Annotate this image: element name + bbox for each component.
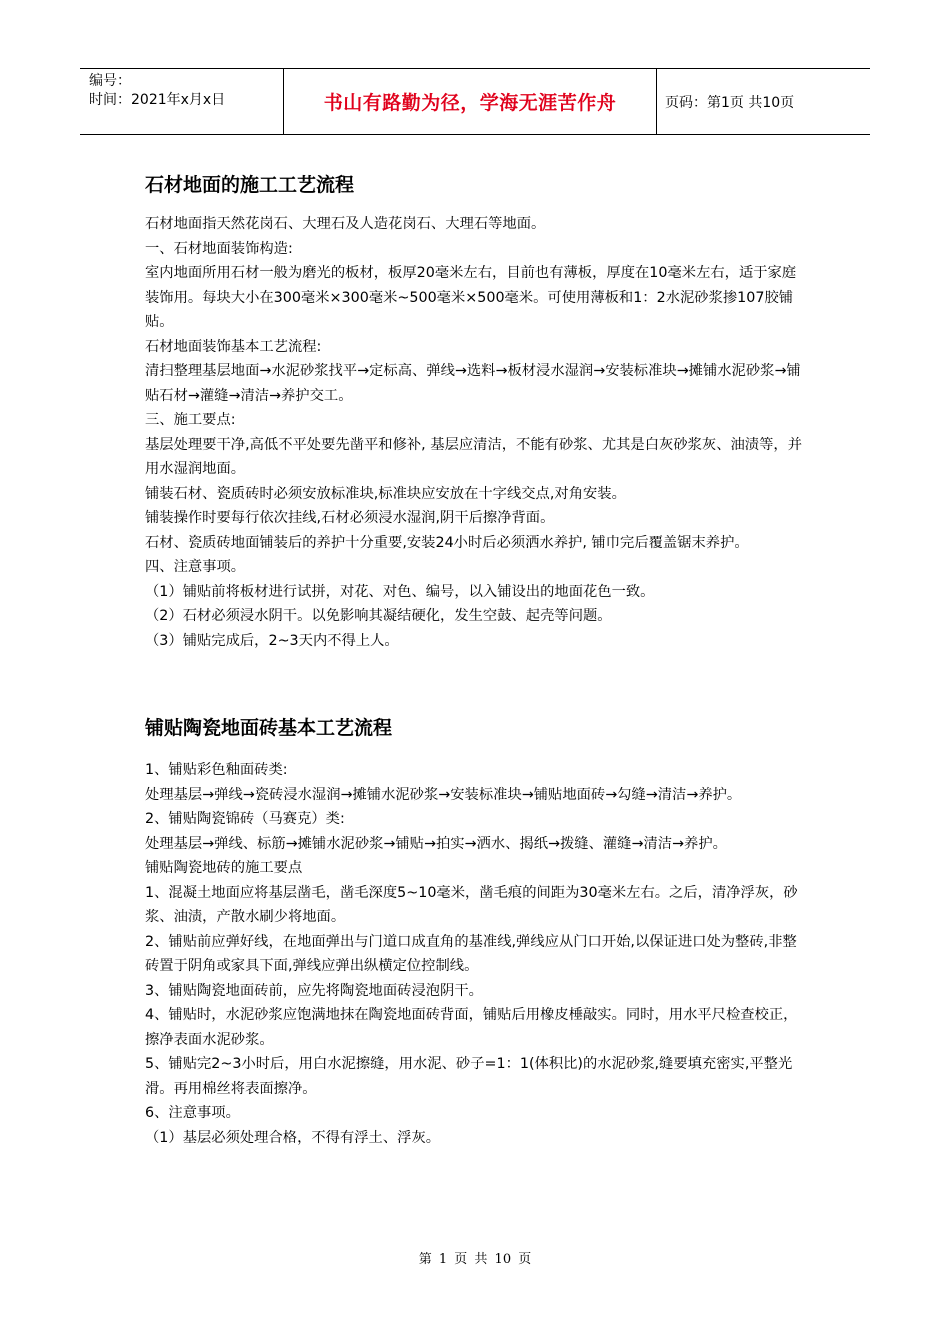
document-body bbox=[145, 170, 810, 1150]
paragraph: 清扫整理基层地面→水泥砂浆找平→定标高、弹线→选料→板材浸水湿润→安装标准块→摊铺水泥砂浆→铺贴石材→灌缝→清洁→养护交工。 bbox=[145, 363, 801, 404]
document-time-label: 时间：2021年x月x日 bbox=[89, 92, 226, 108]
paragraph: 3、铺贴陶瓷地面砖前，应先将陶瓷地面砖浸泡阴干。 bbox=[145, 982, 483, 999]
paragraph: 1、混凝土地面应将基层凿毛，凿毛深度5~10毫米，凿毛痕的间距为30毫米左右。之后，清净浮灰，砂浆、油渍，产散水刷少将地面。 bbox=[145, 884, 798, 925]
paragraph: 2、铺贴陶瓷锦砖（马赛克）类: bbox=[145, 811, 345, 827]
paragraph: 室内地面所用石材一般为磨光的板材，板厚20毫米左右，目前也有薄板，厚度在10毫米左右，适于家庭装饰用。每块大小在300毫米×300毫米~500毫米×500毫米。可使用薄板和1：2水泥砂浆掺107胶铺贴。 bbox=[145, 265, 797, 330]
paragraph: 四、注意事项。 bbox=[145, 559, 246, 575]
paragraph: （1）铺贴前将板材进行试拼，对花、对色、编号，以入铺设出的地面花色一致。 bbox=[145, 583, 655, 600]
paragraph: 铺贴陶瓷地砖的施工要点 bbox=[145, 860, 303, 876]
header-left-cell bbox=[80, 69, 283, 134]
paragraph: （2）石材必须浸水阴干。以免影响其凝结硬化，发生空鼓、起壳等问题。 bbox=[145, 608, 612, 624]
section-title-ceramic-tile: 铺贴陶瓷地面砖基本工艺流程 bbox=[145, 717, 393, 739]
header-motto: 书山有路勤为径，学海无涯苦作舟 bbox=[283, 69, 657, 134]
paragraph: 基层处理要干净,高低不平处要先凿平和修补, 基层应清洁，不能有砂浆、尤其是白灰砂浆灰、油渍等，并用水湿润地面。 bbox=[145, 436, 802, 477]
header-page-info: 页码：第1页 共10页 bbox=[665, 94, 795, 111]
paragraph: 处理基层→弹线→瓷砖浸水湿润→摊铺水泥砂浆→安装标准块→铺贴地面砖→勾缝→清洁→养护。 bbox=[145, 786, 742, 803]
paragraph: 三、施工要点: bbox=[145, 412, 236, 428]
paragraph: 5、铺贴完2~3小时后，用白水泥擦缝，用水泥、砂子=1：1(体积比)的水泥砂浆,缝要填充密实,平整光滑。再用棉丝将表面擦净。 bbox=[145, 1056, 793, 1097]
page-header bbox=[80, 68, 870, 135]
paragraph: 石材、瓷质砖地面铺装后的养护十分重要,安装24小时后必须洒水养护, 铺巾完后覆盖锯末养护。 bbox=[145, 534, 749, 551]
paragraph: 一、石材地面装饰构造: bbox=[145, 240, 293, 257]
paragraph: 铺装石材、瓷质砖时必须安放标准块,标准块应安放在十字线交点,对角安装。 bbox=[145, 485, 626, 502]
page-footer: 第 1 页 共 10 页 bbox=[418, 1252, 532, 1267]
paragraph: 石材地面指天然花岗石、大理石及人造花岗石、大理石等地面。 bbox=[145, 216, 546, 232]
section-title-stone-floor: 石材地面的施工工艺流程 bbox=[145, 174, 355, 196]
paragraph: 6、注意事项。 bbox=[145, 1105, 240, 1121]
paragraph: 2、铺贴前应弹好线，在地面弹出与门道口成直角的基准线,弹线应从门口开始,以保证进口处为整砖,非整砖置于阴角或家具下面,弹线应弹出纵横定位控制线。 bbox=[145, 933, 797, 974]
paragraph: 石材地面装饰基本工艺流程: bbox=[145, 338, 322, 355]
paragraph: 铺装操作时要每行依次挂线,石材必须浸水湿润,阴干后擦净背面。 bbox=[145, 510, 555, 526]
paragraph: （3）铺贴完成后，2~3天内不得上人。 bbox=[145, 632, 399, 649]
paragraph: 1、铺贴彩色釉面砖类: bbox=[145, 762, 288, 778]
paragraph: 4、铺贴时，水泥砂浆应饱满地抹在陶瓷地面砖背面，铺贴后用橡皮棰敲实。同时，用水平尺检查校正，擦净表面水泥砂浆。 bbox=[145, 1007, 798, 1048]
document-number-label: 编号： bbox=[89, 73, 131, 89]
paragraph: （1）基层必须处理合格，不得有浮土、浮灰。 bbox=[145, 1129, 441, 1146]
paragraph: 处理基层→弹线、标筋→摊铺水泥砂浆→铺贴→拍实→洒水、揭纸→拨缝、灌缝→清洁→养护。 bbox=[145, 835, 727, 852]
